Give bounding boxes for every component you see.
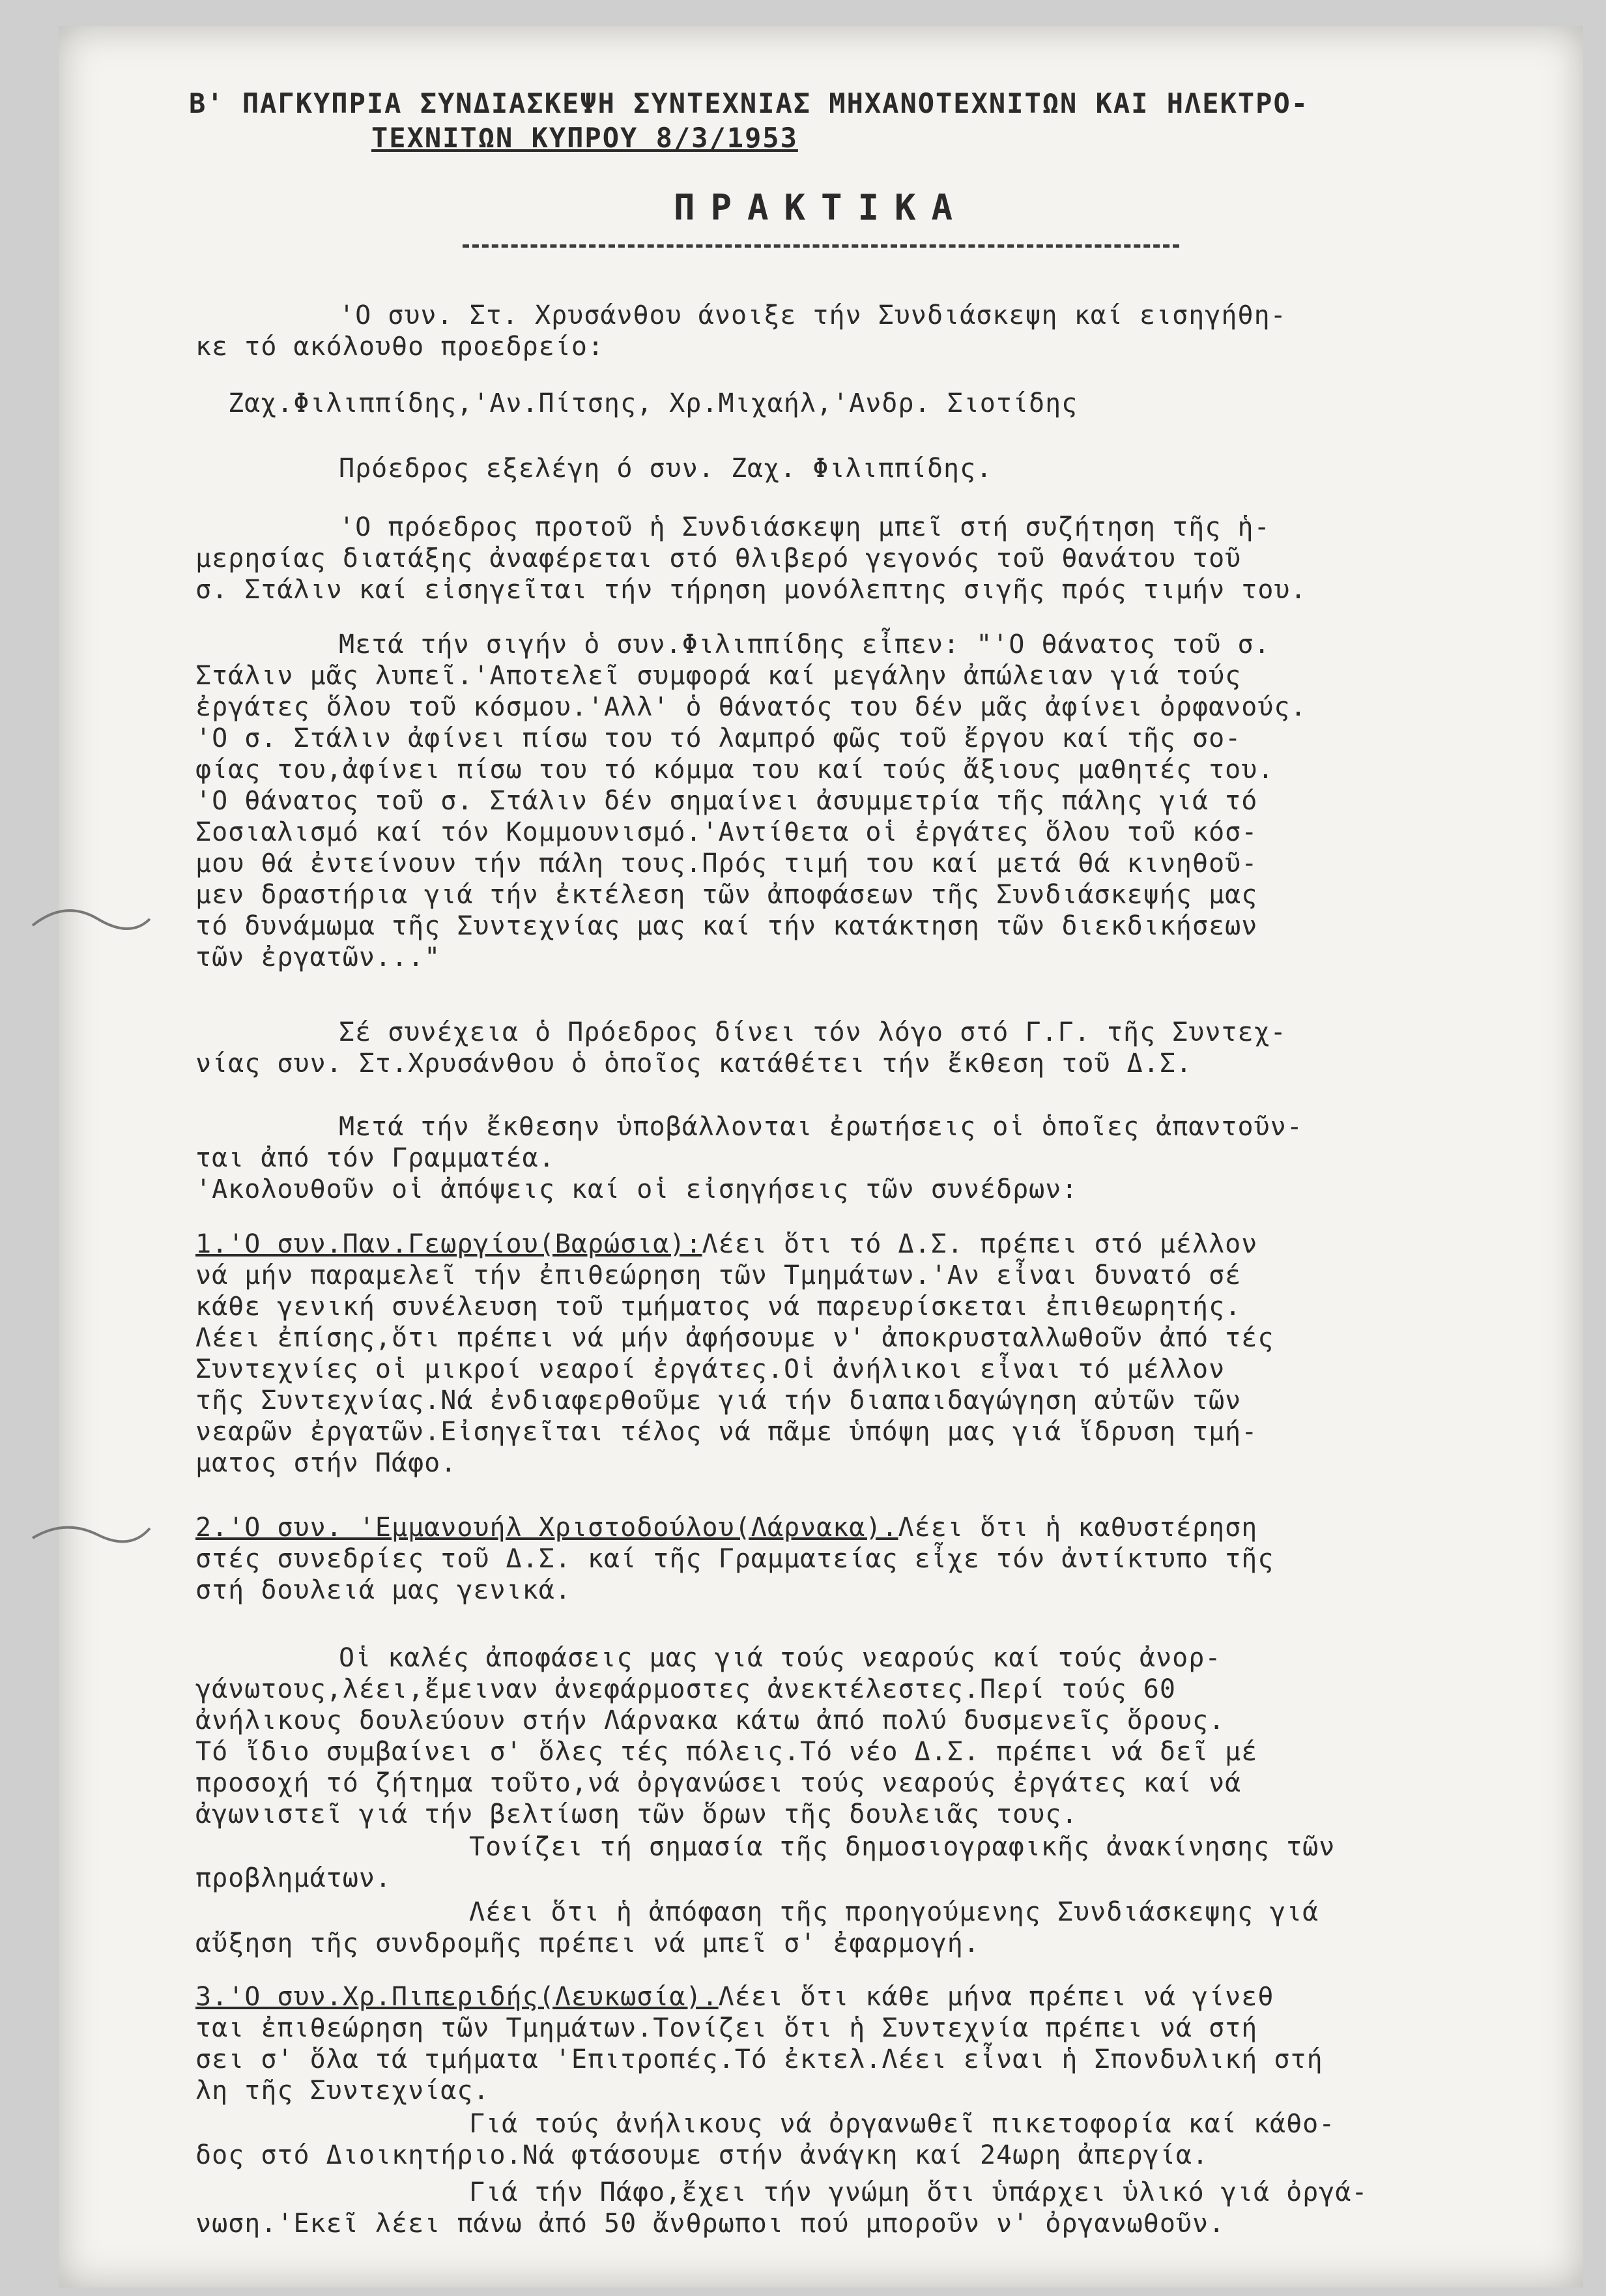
margin-ink-mark-1 [26, 886, 156, 958]
speaker-3-block [195, 1981, 1551, 2106]
speaker-2-text: Λέει ὅτι ἡ καθυστέρηση στές συνεδρίες τοῦ Δ.Σ. καί τῆς Γραμματείας εἶχε τόν ἀντίκτυπο τῆς στή δουλειά μας γενικά. [195, 1513, 1274, 1605]
presidium-names: Ζαχ.Φιλιππίδης,'Αν.Πίτσης, Χρ.Μιχαήλ,'Ανδρ. Σιοτίδης [228, 388, 1078, 418]
paragraph-stalin-death: 'Ο πρόεδρος πρoτοῦ ἡ Συνδιάσκεψη μπεῖ στή συζήτηση τῆς ἡ- μερησίας διατάξης ἀναφέρεται στό θλιβερό γεγονός τοῦ θανάτου τοῦ σ. Στάλιν καί εἰσηγεῖται τήν τήρηση μονόλεπτης σιγῆς πρός τιμήν του. [195, 512, 1307, 605]
paragraph-report: Σέ συνέχεια ὁ Πρόεδρος δίνει τόν λόγο στό Γ.Γ. τῆς Συντεχ- νίας συν. Στ.Χρυσάνθου ὁ ὁποῖος κατάθέτει τήν ἔκθεση τοῦ Δ.Σ. [195, 1017, 1287, 1079]
speaker-3-paragraph-3: Γιά τήν Πάφο,ἔχει τήν γνώμη ὅτι ὑπάρχει ὑλικό γιά ὀργά- νωση.'Εκεῖ λέει πάνω ἀπό 50 ἄνθρωποι πού μποροῦν ν' ὀργανωθοῦν. [195, 2177, 1368, 2239]
paragraph-president-speech: Μετά τήν σιγήν ὁ συν.Φιλιππίδης εἶπεν: "'Ο θάνατος τοῦ σ. Στάλιν μᾶς λυπεῖ.'Αποτελεῖ συμφορά καί μεγάλην ἀπώλειαν γιά τούς ἐργάτες ὅλου τοῦ κόσμου.'Αλλ' ὁ θάνατός του δέν μᾶς ἀφίνει ὀρφανούς. 'Ο σ. Στάλιν ἀφίνει πίσω του τό λαμπρό φῶς τοῦ ἔργου καί τῆς σο- φίας του,ἀφίνει πίσω του τό κόμμα του καί τούς ἄξιους μαθητές του. 'Ο θάνατος τοῦ σ. Στάλιν δέν σημαίνει ἀσυμμετρία τῆς πάλης γιά τό Σοσιαλισμό καί τόν Κομμουνισμό.'Αντίθετα οἱ ἐργάτες ὅλου τοῦ κόσ- μου θά ἐντείνουν τήν πάλη τους.Πρός τιμή του καί μετά θά κινηθοῦ- μεν δραστήρια γιά τήν ἐκτέλεση τῶν ἀποφάσεων τῆς Συνδιάσκεψής μας τό δυνάμωμα τῆς Συντεχνίας μας καί τήν κατάκτηση τῶν διεκδικήσεων τῶν ἐργατῶν..." [195, 630, 1307, 972]
speaker-2-paragraph-3: Τονίζει τή σημασία τῆς δημοσιογραφικῆς ἀνακίνησης τῶν προβλημάτων. [195, 1832, 1336, 1893]
speaker-1-block [195, 1228, 1551, 1479]
speaker-2-name: 2.'Ο συν. 'Εμμανουήλ Χριστοδούλου(Λάρνακα). [195, 1513, 898, 1543]
title-rule [463, 244, 1179, 248]
header-line-1: Β' ΠΑΓΚΥΠΡΙΑ ΣΥΝΔΙΑΣΚΕΨΗ ΣΥΝΤΕΧΝΙΑΣ ΜΗΧΑΝΟΤΕΧΝΙΤΩΝ ΚΑΙ ΗΛΕΚΤΡΟ- [189, 87, 1310, 119]
speaker-1-text: Λέει ὅτι τό Δ.Σ. πρέπει στό μέλλον νά μήν παραμελεῖ τήν ἐπιθεώρηση τῶν Τμημάτων.'Αν εἶναι δυνατό σέ κάθε γενική συνέλευση τοῦ τμήματος νά παρευρίσκεται ἐπιθεωρητής. Λέει ἐπίσης,ὅτι πρέπει νά μήν ἀφήσουμε ν' ἀποκρυσταλλωθοῦν ἀπό τές Συντεχνίες οἱ μικροί νεαροί ἐργάτες.Οἱ ἀνήλικοι εἶναι τό μέλλον τῆς Συντεχνίας.Νά ἐνδιαφερθοῦμε γιά τήν διαπαιδαγώγηση αὐτῶν τῶν νεαρῶν ἐργατῶν.Εἰσηγεῖται τέλος νά πᾶμε ὑπόψη μας γιά ἵδρυση τμή- ματος στήν Πάφο. [195, 1229, 1274, 1478]
president-elected: Πρόεδρος εξελέγη ό συν. Ζαχ. Φιλιππίδης. [339, 454, 993, 484]
speaker-2-block [195, 1512, 1551, 1606]
header-line-2: ΤΕΧΝΙΤΩΝ ΚΥΠΡΟΥ 8/3/1953 [371, 122, 798, 154]
margin-ink-mark-2 [26, 1499, 156, 1571]
speaker-3-paragraph-2: Γιά τούς ἀνήλικους νά ὀργανωθεῖ πικετοφορία καί κάθο- δος στό Διοικητήριο.Νά φτάσουμε στήν ἀνάγκη καί 24ωρη ἀπεργία. [195, 2109, 1336, 2170]
speaker-3-name: 3.'Ο συν.Χρ.Πιπεριδής(Λευκωσία). [195, 1982, 719, 2012]
document-title: ΠΡΑΚΤΙΚΑ [673, 187, 969, 228]
speaker-2-paragraph-4: Λέει ὅτι ἡ ἀπόφαση τῆς προηγούμενης Συνδιάσκεψης γιά αὔξηση τῆς συνδρομῆς πρέπει νά μπεῖ σ' ἐφαρμογή. [195, 1897, 1319, 1958]
speaker-1-name: 1.'Ο συν.Παν.Γεωργίου(Βαρώσια): [195, 1229, 702, 1259]
paragraph-questions: Μετά τήν ἔκθεσην ὑποβάλλονται ἐρωτήσεις οἱ ὁποῖες ἀπαντοῦν- ται ἀπό τόν Γραμματέα. 'Ακολουθοῦν οἱ ἀπόψεις καί οἱ εἰσηγήσεις τῶν συνέδρων: [195, 1112, 1303, 1204]
document-page [59, 26, 1583, 2288]
speaker-3-text: Λέει ὅτι κάθε μήνα πρέπει νά γίνεθ ται ἐπιθεώρηση τῶν Τμημάτων.Τονίζει ὅτι ἡ Συντεχνία πρέπει νά στή σει σ' ὅλα τά τμήματα 'Επιτροπές.Τό ἐκτελ.Λέει εἶναι ἡ Σπονδυλική στή λη τῆς Συντεχνίας. [195, 1982, 1323, 2106]
paragraph-opening: 'Ο συν. Στ. Χρυσάνθου άνοιξε τήν Συνδιάσκεψη καί εισηγήθη- κε τό ακόλουθο προεδρείο: [195, 300, 1287, 362]
speaker-2-paragraph-2: Οἱ καλές ἀποφάσεις μας γιά τούς νεαρούς καί τούς ἀνορ- γάνωτους,λέει,ἔμειναν ἀνεφάρμοστες ἀνεκτέλεστες.Περί τούς 60 ἀνήλικους δουλεύουν στήν Λάρνακα κάτω ἀπό πολύ δυσμενεῖς ὅρους. Τό ἴδιο συμβαίνει σ' ὅλες τές πόλεις.Τό νέο Δ.Σ. πρέπει νά δεῖ μέ προσοχή τό ζήτημα τοῦτο,νά ὀργανώσει τούς νεαρούς ἐργάτες καί νά ἀγωνιστεῖ γιά τήν βελτίωση τῶν ὅρων τῆς δουλειᾶς τους. [195, 1643, 1258, 1829]
